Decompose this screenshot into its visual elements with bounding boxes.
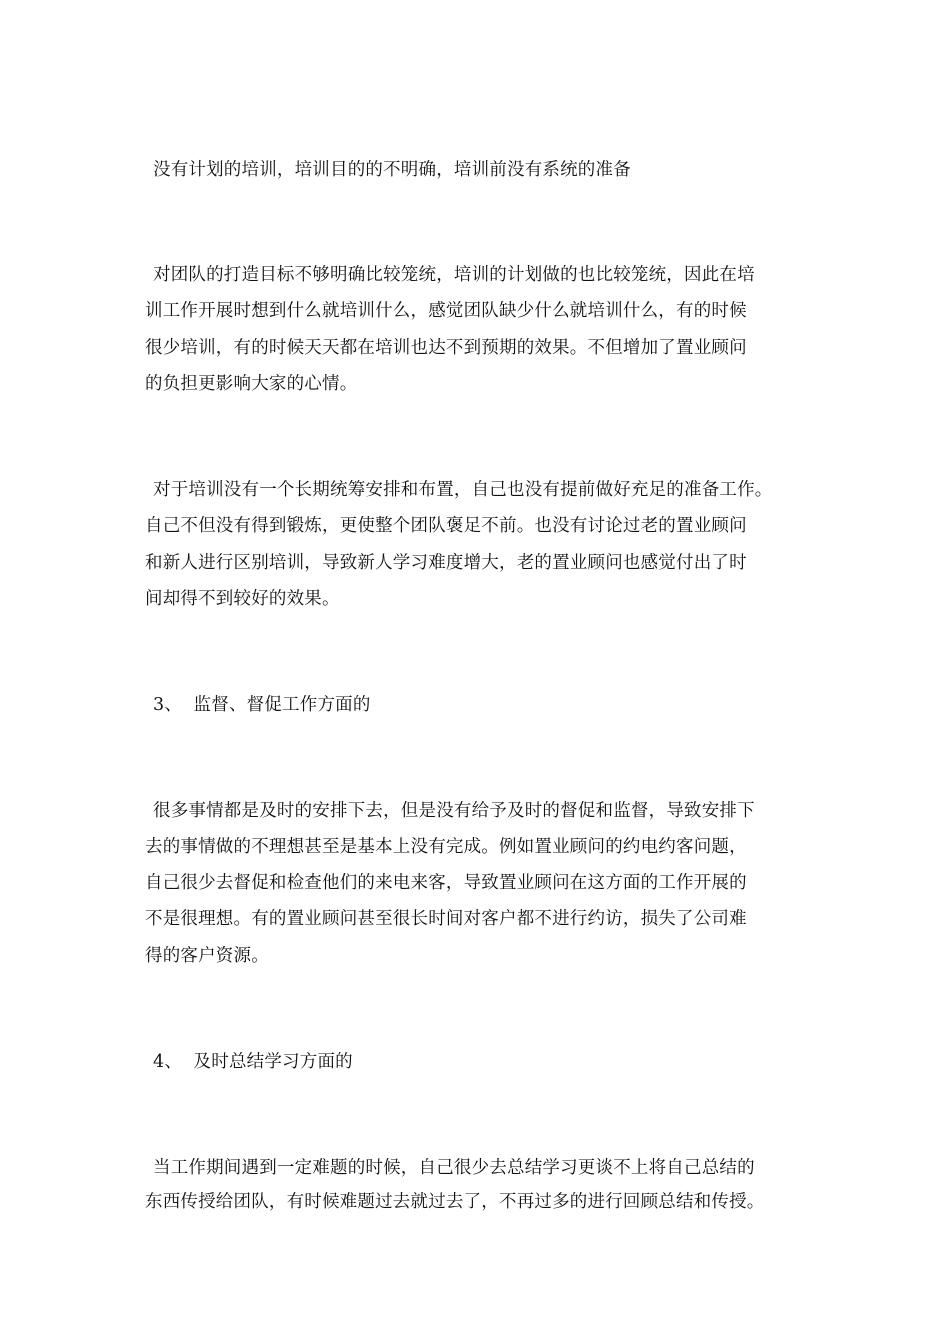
paragraph-line: 和新人进行区别培训，导致新人学习难度增大，老的置业顾问也感觉付出了时: [145, 553, 747, 573]
paragraph-line: 对于培训没有一个长期统筹安排和布置，自己也没有提前做好充足的准备工作。: [153, 480, 773, 500]
section-heading: 4、 及时总结学习方面的: [153, 1052, 353, 1072]
section-heading: 3、 监督、督促工作方面的: [153, 695, 371, 715]
paragraph-line: 当工作期间遇到一定难题的时候，自己很少去总结学习更谈不上将自己总结的: [153, 1158, 755, 1178]
paragraph-line: 的负担更影响大家的心情。: [145, 374, 358, 394]
paragraph-line: 很少培训，有的时候天天都在培训也达不到预期的效果。不但增加了置业顾问: [145, 338, 747, 358]
paragraph-line: 对团队的打造目标不够明确比较笼统，培训的计划做的也比较笼统，因此在培: [153, 265, 755, 285]
paragraph-line: 去的事情做的不理想甚至是基本上没有完成。例如置业顾问的约电约客问题，: [145, 837, 747, 857]
paragraph-line: 没有计划的培训，培训目的的不明确，培训前没有系统的准备: [153, 160, 631, 180]
paragraph-line: 间却得不到较好的效果。: [145, 589, 340, 609]
paragraph-line: 得的客户资源。: [145, 946, 269, 966]
paragraph-line: 很多事情都是及时的安排下去，但是没有给予及时的督促和监督，导致安排下: [153, 801, 755, 821]
paragraph-line: 自己不但没有得到锻炼，更使整个团队褒足不前。也没有讨论过老的置业顾问: [145, 516, 747, 536]
paragraph-line: 东西传授给团队，有时候难题过去就过去了，不再过多的进行回顾总结和传授。: [145, 1192, 765, 1212]
paragraph-line: 不是很理想。有的置业顾问甚至很长时间对客户都不进行约访，损失了公司难: [145, 909, 747, 929]
paragraph-line: 自己很少去督促和检查他们的来电来客，导致置业顾问在这方面的工作开展的: [145, 873, 747, 893]
paragraph-line: 训工作开展时想到什么就培训什么，感觉团队缺少什么就培训什么，有的时候: [145, 301, 747, 321]
